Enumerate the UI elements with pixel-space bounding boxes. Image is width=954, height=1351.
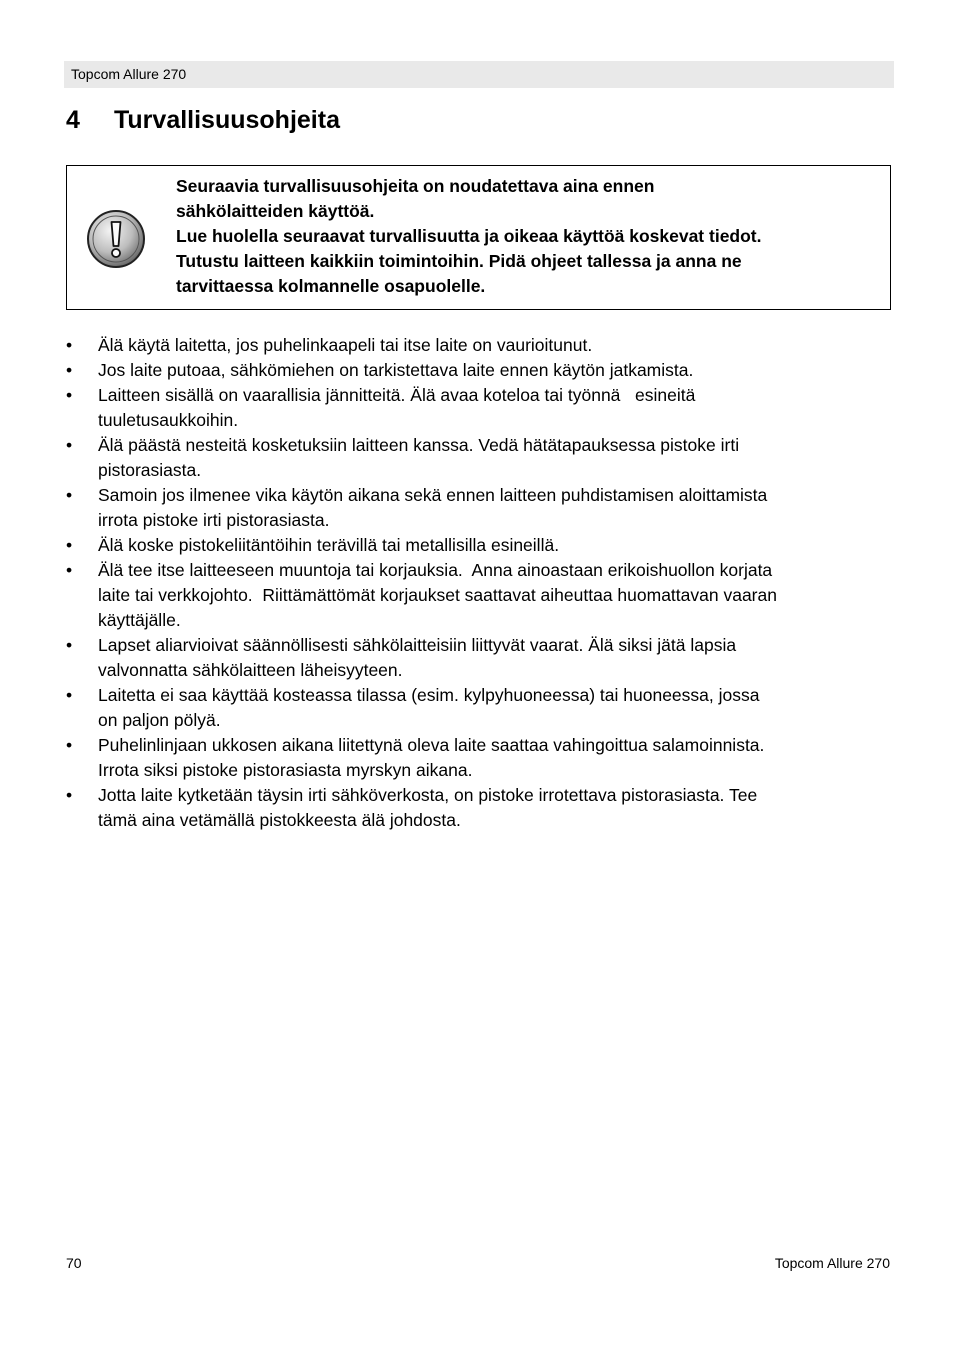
warning-line: Tutustu laitteen kaikkiin toimintoihin. Pidä ohjeet tallessa ja anna ne (176, 251, 742, 271)
warning-box (66, 165, 891, 310)
section-title-text: Turvallisuusohjeita (114, 106, 340, 134)
warning-line: tarvittaessa kolmannelle osapuolelle. (176, 276, 486, 296)
running-header (64, 61, 894, 88)
bullet: • (66, 635, 73, 655)
list-item (66, 683, 896, 733)
exclamation-icon (86, 209, 146, 269)
rule-text: Jos laite putoaa, sähkömiehen on tarkistettava laite ennen käytön jatkamista. (98, 360, 694, 380)
bullet: • (66, 385, 73, 405)
bullet: • (66, 785, 73, 805)
warning-line: sähkölaitteiden käyttöä. (176, 201, 375, 221)
running-header-title: Topcom Allure 270 (71, 66, 187, 82)
bullet: • (66, 435, 73, 455)
list-item (66, 333, 896, 358)
bullet: • (66, 335, 73, 355)
rule-text: Samoin jos ilmenee vika käytön aikana sekä ennen laitteen puhdistamisen aloittamista irrota pistoke irti pistorasiasta. (98, 485, 768, 530)
list-item (66, 433, 896, 483)
rule-text: Laitetta ei saa käyttää kosteassa tilassa (esim. kylpyhuoneessa) tai huoneessa, jossa on paljon pölyä. (98, 685, 760, 730)
list-item (66, 533, 896, 558)
list-item (66, 558, 896, 633)
bullet: • (66, 535, 73, 555)
bullet: • (66, 485, 73, 505)
rule-text: Älä tee itse laitteeseen muuntoja tai korjauksia. Anna ainoastaan erikoishuollon korjata laite tai verkkojohto. Riittämättömät korjaukset saattavat aiheuttaa huomattavan vaaran käyttäjälle. (98, 560, 777, 630)
rule-text: Lapset aliarvioivat säännöllisesti sähkölaitteisiin liittyvät vaarat. Älä siksi jätä lapsia valvonnatta sähkölaitteen läheisyyteen. (98, 635, 737, 680)
rule-text: Älä päästä nesteitä kosketuksiin laitteen kanssa. Vedä hätätapauksessa pistoke irti pistorasiasta. (98, 435, 740, 480)
safety-rules-list (66, 333, 896, 833)
warning-text (176, 174, 876, 299)
section-number: 4 (66, 106, 80, 134)
rule-text: Laitteen sisällä on vaarallisia jännitteitä. Älä avaa koteloa tai työnnä esineitä tuuletusaukkoihin. (98, 385, 696, 430)
list-item (66, 633, 896, 683)
footer-product-name: Topcom Allure 270 (774, 1255, 890, 1271)
section-title (66, 103, 340, 137)
list-item (66, 483, 896, 533)
bullet: • (66, 360, 73, 380)
warning-line: Lue huolella seuraavat turvallisuutta ja oikeaa käyttöä koskevat tiedot. (176, 226, 762, 246)
list-item (66, 733, 896, 783)
warning-line: Seuraavia turvallisuusohjeita on noudatettava aina ennen (176, 176, 655, 196)
list-item (66, 383, 896, 433)
rule-text: Jotta laite kytketään täysin irti sähköverkosta, on pistoke irrotettava pistorasiasta. Tee tämä aina vetämällä pistokkeesta älä johdosta. (98, 785, 758, 830)
list-item (66, 358, 896, 383)
bullet: • (66, 735, 73, 755)
bullet: • (66, 560, 73, 580)
rule-text: Puhelinlinjaan ukkosen aikana liitettynä oleva laite saattaa vahingoittua salamoinnista. Irrota siksi pistoke pistorasiasta myrskyn aikana. (98, 735, 765, 780)
rule-text: Älä koske pistokeliitäntöihin terävillä tai metallisilla esineillä. (98, 535, 560, 555)
rule-text: Älä käytä laitetta, jos puhelinkaapeli tai itse laite on vaurioitunut. (98, 335, 593, 355)
page-number: 70 (66, 1255, 82, 1271)
bullet: • (66, 685, 73, 705)
list-item (66, 783, 896, 833)
